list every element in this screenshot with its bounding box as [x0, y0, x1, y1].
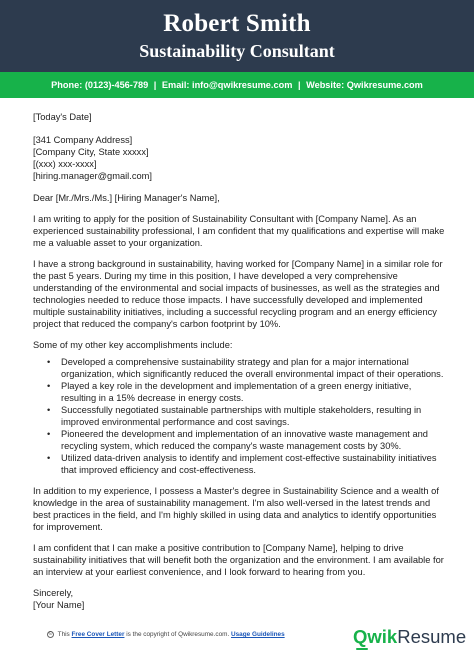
- qwikresume-logo[interactable]: [353, 626, 466, 652]
- resume-header: [0, 0, 474, 72]
- job-title: Sustainability Consultant: [139, 41, 335, 61]
- contact-email: Email: info@qwikresume.com: [161, 80, 293, 90]
- footer-copyright: [47, 631, 285, 638]
- letter-date: [Today's Date]: [33, 112, 92, 122]
- list-item: • Pioneered the development and implementation of an innovative waste management and recycling system, which reduced the company's waste management costs by 30%.: [33, 428, 445, 452]
- paragraph-background: I have a strong background in sustainability, having worked for [Company Name] in a similar role for the past 5 years. During my time in this position, I have developed a very comprehensive understanding of the environmental and social impacts of businesses, as well as the strategies and technologies needed to reduce those impacts. I have successfully developed and implemented multiple sustainability initiatives, including a successful recycling program and an energy efficiency project that reduced the company's carbon footprint by 10%.: [33, 259, 443, 329]
- list-item: • Successfully negotiated sustainable partnerships with multiple stakeholders, resulting in improved environmental performance and cost savings.: [33, 404, 445, 428]
- applicant-name: Robert Smith: [163, 10, 311, 37]
- accomplishments-list: [33, 356, 445, 476]
- contact-separator: |: [297, 80, 301, 90]
- contact-bar: [0, 72, 474, 98]
- list-item: • Utilized data-driven analysis to identify and implement cost-effective sustainability initiatives that improved efficiency and cost-effectiveness.: [33, 452, 445, 476]
- logo-wik: wik: [367, 626, 398, 647]
- paragraph-intro: I am writing to apply for the position of Sustainability Consultant with [Company Name]. As an experienced sustainability professional, I am confident that my qualifications and expertise will make me a valuable asset to your organization.: [33, 214, 445, 248]
- recipient-address: [33, 134, 445, 182]
- logo-resume: Resume: [397, 626, 467, 647]
- address-line: [Company City, State xxxxx]: [33, 147, 149, 157]
- contact-separator: |: [153, 80, 157, 90]
- signature: [Your Name]: [33, 600, 85, 610]
- closing: Sincerely,: [33, 588, 74, 598]
- paragraph-closing: I am confident that I can make a positive contribution to [Company Name], helping to drive sustainability initiatives that will benefit both the organization and the environment. I am available for an interview at your earliest convenience, and I look forward to hearing from you.: [33, 543, 444, 577]
- address-line: [hiring.manager@gmail.com]: [33, 171, 152, 181]
- list-item: • Developed a comprehensive sustainability strategy and plan for a major international organization, which significantly reduced the overall environmental impact of their operations.: [33, 356, 445, 380]
- accomplishments-intro: Some of my other key accomplishments include:: [33, 340, 233, 350]
- usage-guidelines-link[interactable]: Usage Guidelines: [231, 631, 285, 639]
- letter-body: [33, 111, 445, 611]
- footer-middle: is the copyright of Qwikresume.com.: [126, 631, 230, 639]
- free-cover-letter-link[interactable]: Free Cover Letter: [71, 631, 125, 639]
- list-item: • Played a key role in the development and implementation of a green energy initiative, resulting in a 15% decrease in energy costs.: [33, 380, 445, 404]
- paragraph-education: In addition to my experience, I possess a Master's degree in Sustainability Science and a wealth of knowledge in the area of sustainability management. I'm also well-versed in the latest trends and best practices in the field, and I'm highly skilled in using data and analytics to identify opportunities for improvement.: [33, 486, 439, 532]
- address-line: [(xxx) xxx-xxxx]: [33, 159, 97, 169]
- contact-phone: Phone: (0123)-456-789: [51, 80, 149, 90]
- contact-website: Website: Qwikresume.com: [306, 80, 423, 90]
- salutation: Dear [Mr./Mrs./Ms.] [Hiring Manager's Name],: [33, 193, 220, 203]
- footer-prefix: This: [57, 631, 70, 639]
- logo-q: Q: [353, 626, 368, 647]
- copyright-icon: ©: [48, 631, 53, 637]
- address-line: [341 Company Address]: [33, 135, 133, 145]
